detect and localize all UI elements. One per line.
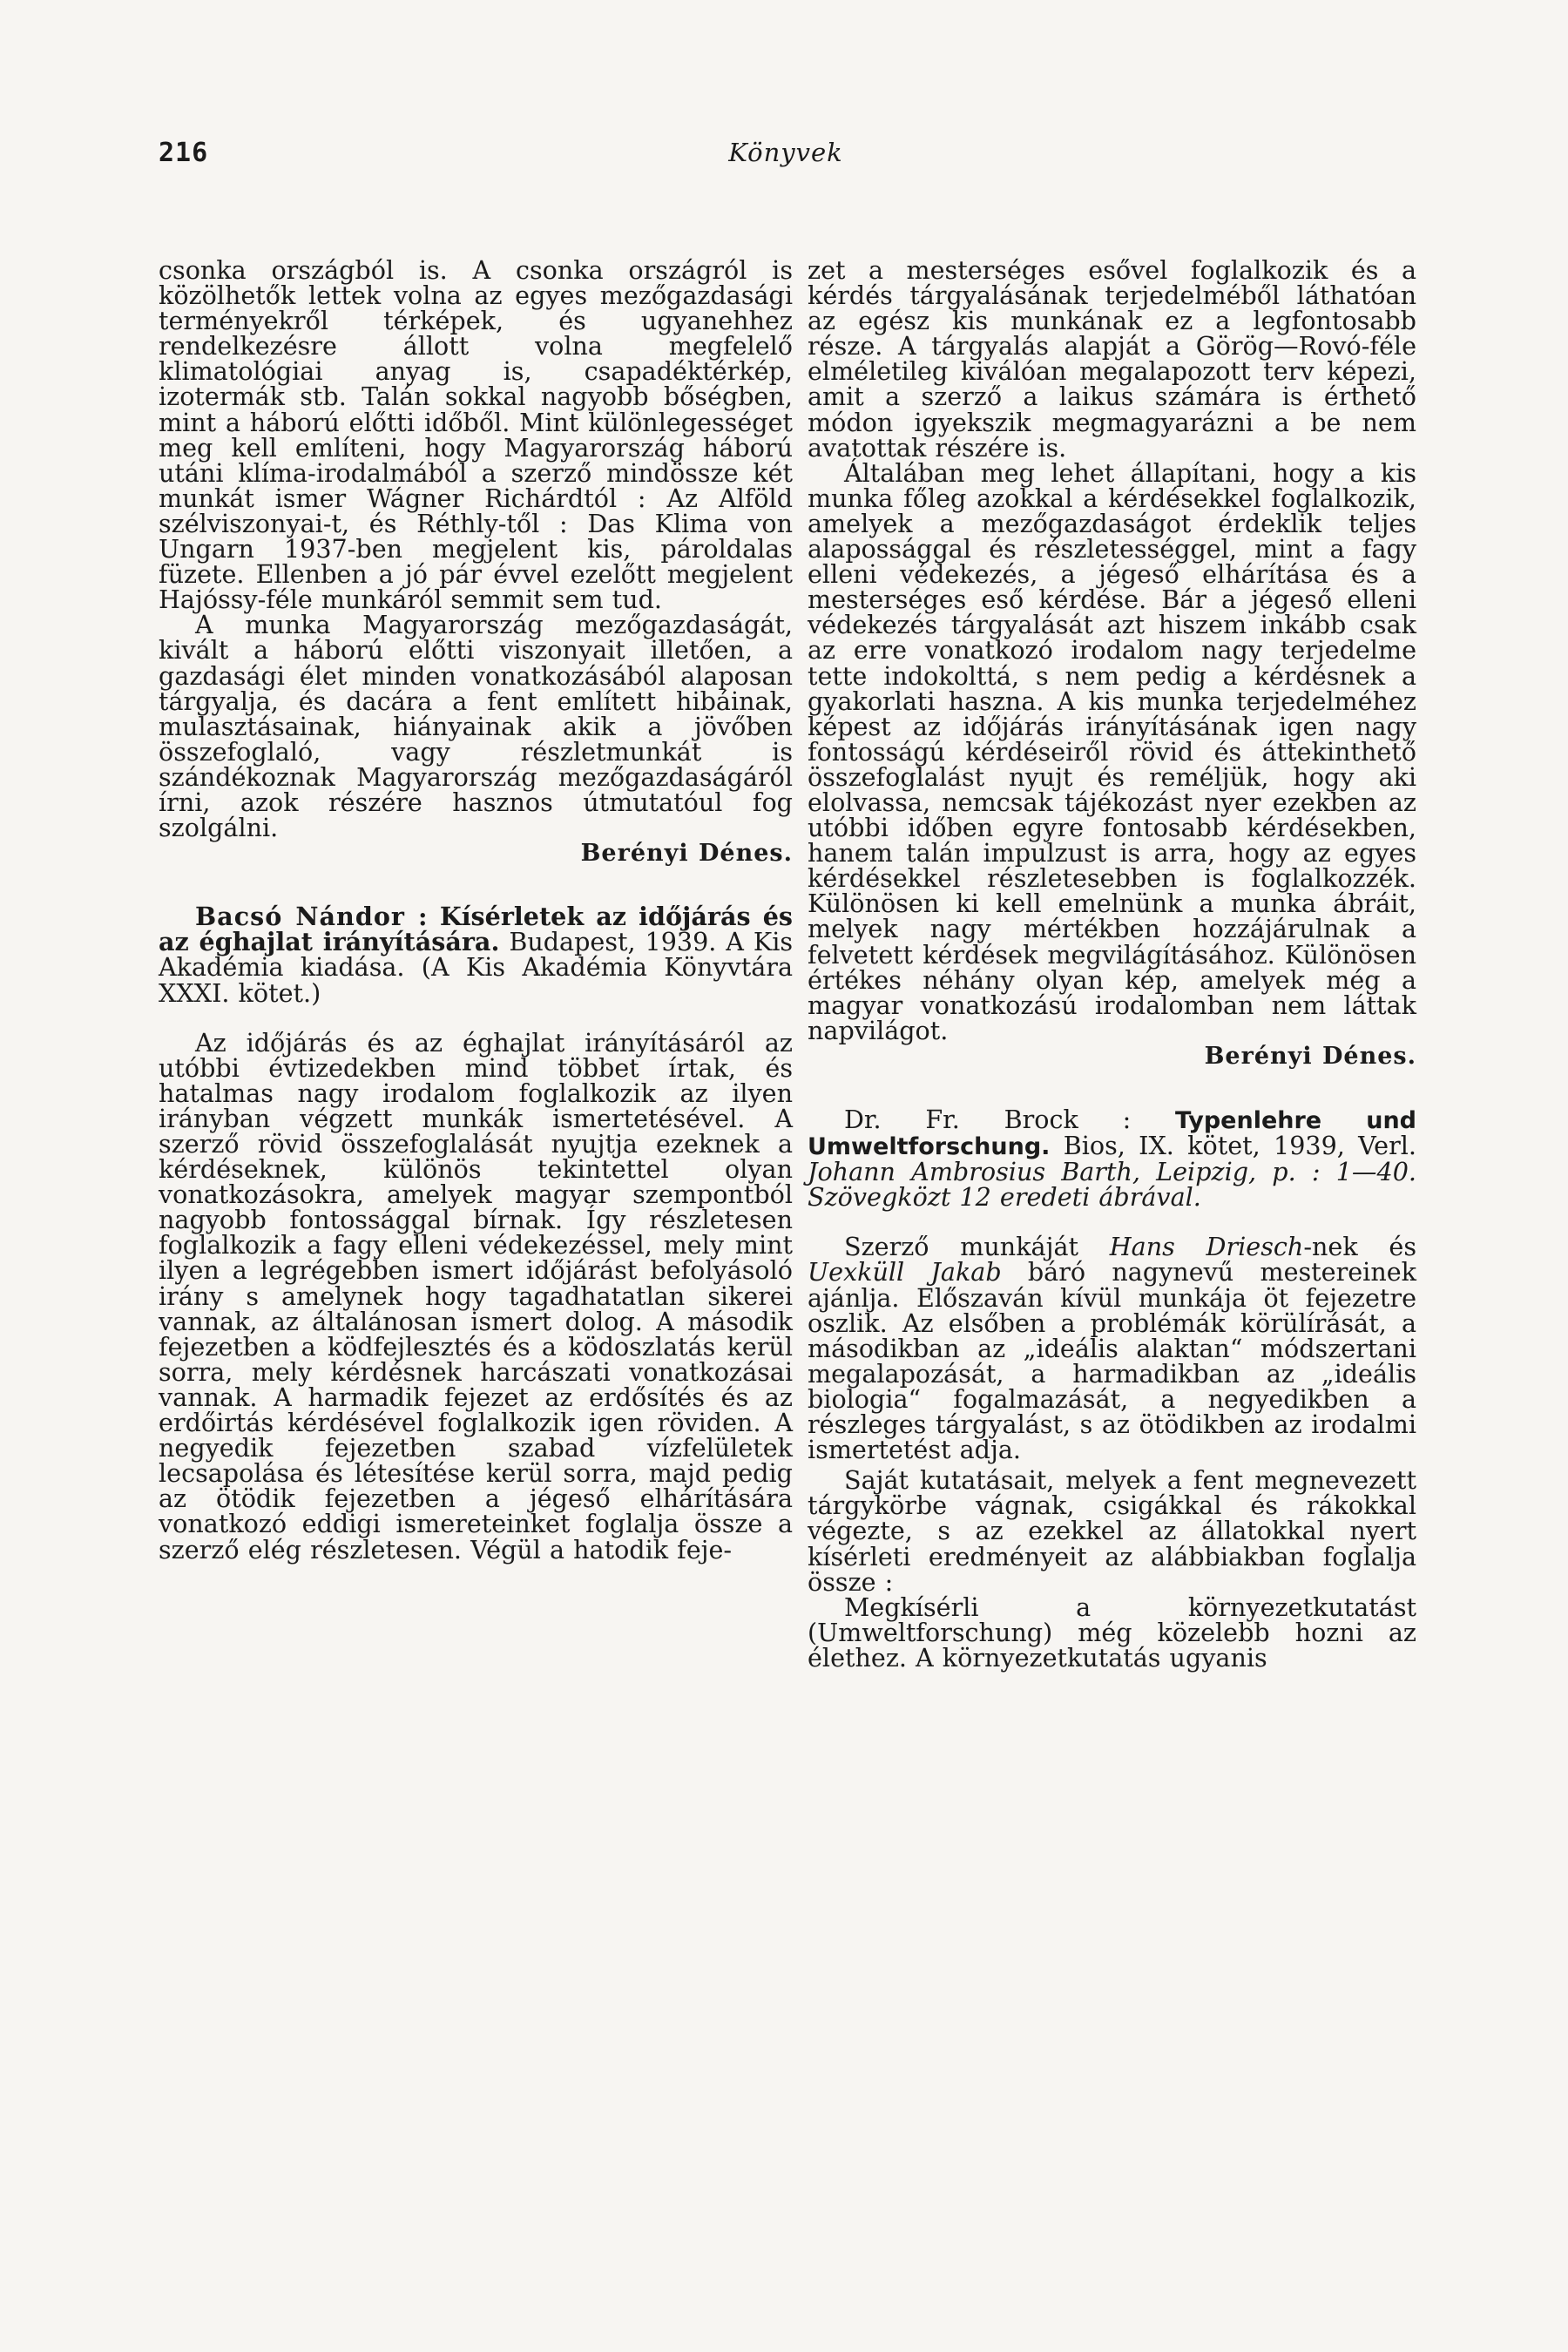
paragraph: zet a mesterséges esővel foglalkozik és a kérdés tárgyalásának terjedelméből láthatóan az egész kis munkának ez a legfontosabb része. A tárgyalás alapját a Görög—Rovó-féle elméletileg kiválóan megalapozott terv képezi, amit a szerző a laikus számára is érthető módon igyekszik megmagyarázni a be nem avatottak részére is. (808, 255, 1416, 463)
book-title: Kísérletek az időjárás és az éghajlat irányítására. (159, 902, 794, 957)
book-title: Typenlehre und Umweltforschung. (808, 1107, 1416, 1161)
page-number: 216 (159, 138, 209, 168)
paragraph (808, 1234, 1416, 1463)
book-reference (808, 1105, 1416, 1213)
author-name: Hans Driesch (1109, 1232, 1304, 1262)
book-author: Dr. Fr. Brock : (844, 1105, 1132, 1134)
running-title: Könyvek (728, 138, 843, 167)
paragraph: csonka országból is. A csonka országról is közölhetők lettek volna az egyes mezőgazdasági terményekről térképek, és ugyanehhez rendelkezésre állott volna megfelelő klimatológiai anyag is, csapadéktérkép, izotermák stb. Talán sokkal nagyobb bőségben, mint a háború előtti időből. Mint különlegességet meg kell említeni, hogy Magyarország háború utáni klíma-irodalmából a szerző mindössze két munkát ismer Wágner Richárdtól : Az Alföld szélviszonyai-t, és Réthly-től : Das Klima von Ungarn 1937-ben megjelent kis, pároldalas füzete. Ellenben a jó pár évvel ezelőtt megjelent Hajóssy-féle munkáról semmit sem tud. (159, 255, 793, 615)
book-author: Bacsó Nándor : (195, 902, 429, 932)
paragraph: Megkísérli a környezetkutatást (Umweltforschung) még közelebb hozni az élethez. A környezetkutatás ugyanis (808, 1592, 1416, 1673)
paragraph: Általában meg lehet állapítani, hogy a kis munka főleg azokkal a kérdésekkel foglalkozik, amelyek a mezőgazdaságot érdeklik teljes alapossággal és részletességgel, mint a fagy elleni védekezés, a jégeső elhárítása és a mesterséges eső kérdése. Bár a jégeső elleni védekezés tárgyalását azt hiszem inkább csak az erre vonatkozó irodalom nagy terjedelme tette indokolttá, s nem pedig a kérdésnek a gyakorlati haszna. A kis munka terjedelméhez képest az időjárás irányításának igen nagy fontosságú kérdéseiről rövid és áttekinthető összefoglalást nyujt és reméljük, hogy aki elolvassa, nemcsak tájékozást nyer ezekben az utóbbi időben egyre fontosabb kérdésekben, hanem talán impulzust is arra, hogy az egyes kérdésekkel részletesebben is foglalkozzék. Különösen ki kell emelnünk a munka ábráit, melyek nagy mértékben hozzájárulnak a felvetett kérdések megvilágításához. Különösen értékes néhány olyan kép, amelyek még a magyar vonatkozású irodalomban nem láttak napvilágot. (808, 457, 1416, 1045)
paragraph: A munka Magyarország mezőgazdaságát, kivált a háború előtti viszonyait illetően, a gazdasági élet minden vonatkozásából alaposan tárgyalja, és dacára a fent említett hibáinak, mulasztásainak, hiányainak akik a jövőben összefoglaló, vagy részletmunkát is szándékoznak Magyarország mezőgazdaságáról írni, azok részére hasznos útmutatóul fog szolgálni. (159, 610, 793, 843)
left-column (159, 255, 794, 1565)
book-publication-info: Budapest, 1939. A Kis Akadémia kiadása. (A Kis Akadémia Könyvtára XXXI. kötet.) (159, 927, 794, 1008)
right-column (808, 255, 1416, 1673)
page-header (159, 138, 1413, 172)
text-run: báró nagynevű mestereinek ajánlja. Előszaván kívül munkája öt fejezetre oszlik. Az elsőben a problémák körülírását, a másodikban az „ideális alaktan“ módszertani megalapozását, a harmadikban az „ideális biologia“ fogalmazását, a negyedikben a részleges tárgyalást, s az ötödikben az irodalmi ismertetést adja. (808, 1257, 1416, 1465)
review-signature: Berényi Dénes. (1204, 1042, 1416, 1070)
paragraph: Az időjárás és az éghajlat irányításáról az utóbbi évtizedekben mind többet írtak, és hatalmas nagy irodalom foglalkozik az ilyen irányban végzett munkák ismertetésével. A szerző rövid összefoglalását nyujtja ezeknek a kérdéseknek, különös tekintettel olyan vonatkozásokra, amelyek magyar szempontból nagyobb fontossággal bírnak. Így részletesen foglalkozik a fagy elleni védekezéssel, mely mint ilyen a legrégebben ismert időjárást befolyásoló irány s amelynek hogy tagadhatatlan sikerei vannak, az általánosan ismert dolog. A második fejezetben a ködfejlesztés és a ködoszlatás kerül sorra, mely kérdésnek harcászati vonatkozásai vannak. A harmadik fejezet az erdősítés és az erdőirtás kérdésével foglalkozik igen röviden. A negyedik fejezetben szabad vízfelületek lecsapolása és létesítése kerül sorra, majd pedig az ötödik fejezetben a jégeső elhárítására vonatkozó eddigi ismereteinket foglalja össze a szerző elég részletesen. Végül a hatodik feje- (159, 1027, 793, 1565)
book-publisher: Johann Ambrosius Barth, Leipzig, p. : 1—40. Szövegközt 12 eredeti ábrával. (808, 1157, 1416, 1213)
book-reference (159, 902, 794, 1008)
review-signature: Berényi Dénes. (580, 840, 793, 868)
paragraph: Saját kutatásait, melyek a fent megnevezett tárgykörbe vágnak, csigákkal és rákokkal végezte, s az ezekkel az állatokkal nyert kísérleti eredményeit az alábbiakban foglalja össze : (808, 1465, 1416, 1597)
text-run: -nek és (1303, 1232, 1416, 1262)
text-run: Szerző munkáját (844, 1232, 1110, 1262)
author-name: Uexküll Jakab (808, 1257, 1002, 1288)
book-series: Bios, IX. kötet, 1939, Verl. (1063, 1131, 1416, 1161)
